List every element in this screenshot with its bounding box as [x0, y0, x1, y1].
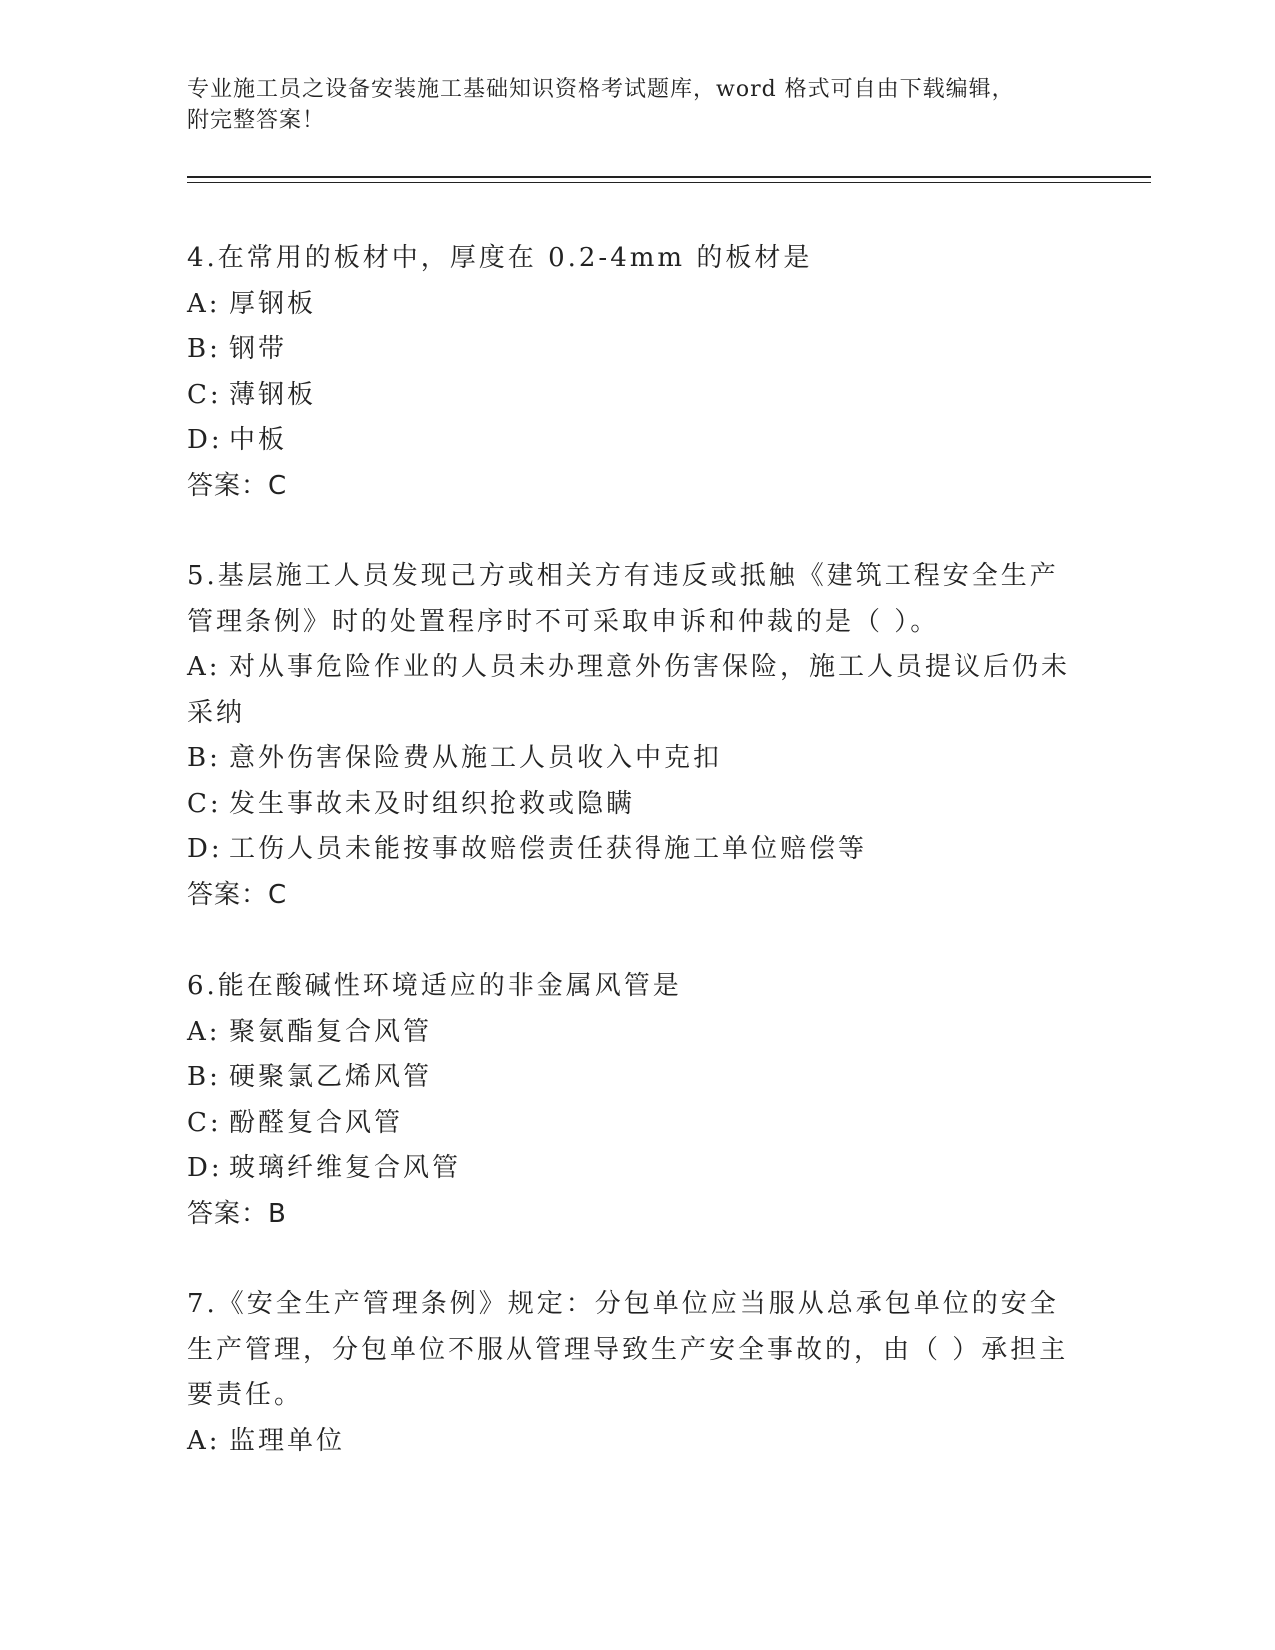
option-a: A: 厚钢板 — [187, 288, 317, 319]
answer: 答案：C — [187, 470, 288, 501]
option-b: B: 钢带 — [187, 334, 288, 364]
option-a: A: 聚氨酯复合风管 — [187, 1016, 433, 1047]
header-line-2: 附完整答案！ — [187, 108, 326, 133]
header-line-1: 专业施工员之设备安装施工基础知识资格考试题库，word 格式可自由下载编辑， — [187, 77, 1015, 102]
option-d: D: 玻璃纤维复合风管 — [187, 1153, 462, 1183]
question-text: 6.能在酸碱性环境适应的非金属风管是 — [187, 971, 682, 1001]
question-5 — [187, 554, 1087, 918]
option-c: C: 薄钢板 — [187, 379, 317, 410]
answer: 答案：C — [187, 879, 288, 910]
option-a: A: 对从事危险作业的人员未办理意外伤害保险，施工人员提议后仍未 — [187, 652, 1071, 682]
option-b: B: 硬聚氯乙烯风管 — [187, 1062, 433, 1092]
question-7 — [187, 1282, 1087, 1464]
option-a: A: 监理单位 — [187, 1425, 346, 1456]
option-b: B: 意外伤害保险费从施工人员收入中克扣 — [187, 743, 723, 773]
option-c: C: 发生事故未及时组织抢救或隐瞒 — [187, 788, 636, 819]
document-header — [187, 74, 1087, 136]
option-d: D: 中板 — [187, 425, 288, 455]
question-text-line-2: 生产管理，分包单位不服从管理导致生产安全事故的，由（ ）承担主 — [187, 1334, 1069, 1365]
question-6 — [187, 964, 1087, 1237]
header-divider-thick — [187, 176, 1151, 178]
answer: 答案：B — [187, 1198, 287, 1229]
question-text-line-3: 要责任。 — [187, 1380, 304, 1410]
header-divider-thin — [187, 182, 1151, 183]
question-4 — [187, 236, 1087, 509]
option-d: D: 工伤人员未能按事故赔偿责任获得施工单位赔偿等 — [187, 834, 868, 864]
option-c: C: 酚醛复合风管 — [187, 1107, 404, 1138]
question-text-line-1: 5.基层施工人员发现己方或相关方有违反或抵触《建筑工程安全生产 — [187, 561, 1059, 591]
question-text: 4.在常用的板材中，厚度在 0.2-4mm 的板材是 — [187, 243, 813, 273]
question-text-line-2: 管理条例》时的处置程序时不可采取申诉和仲裁的是（ ）。 — [187, 606, 940, 637]
question-text-line-1: 7.《安全生产管理条例》规定：分包单位应当服从总承包单位的安全 — [187, 1289, 1059, 1319]
option-a-continuation: 采纳 — [187, 697, 246, 728]
